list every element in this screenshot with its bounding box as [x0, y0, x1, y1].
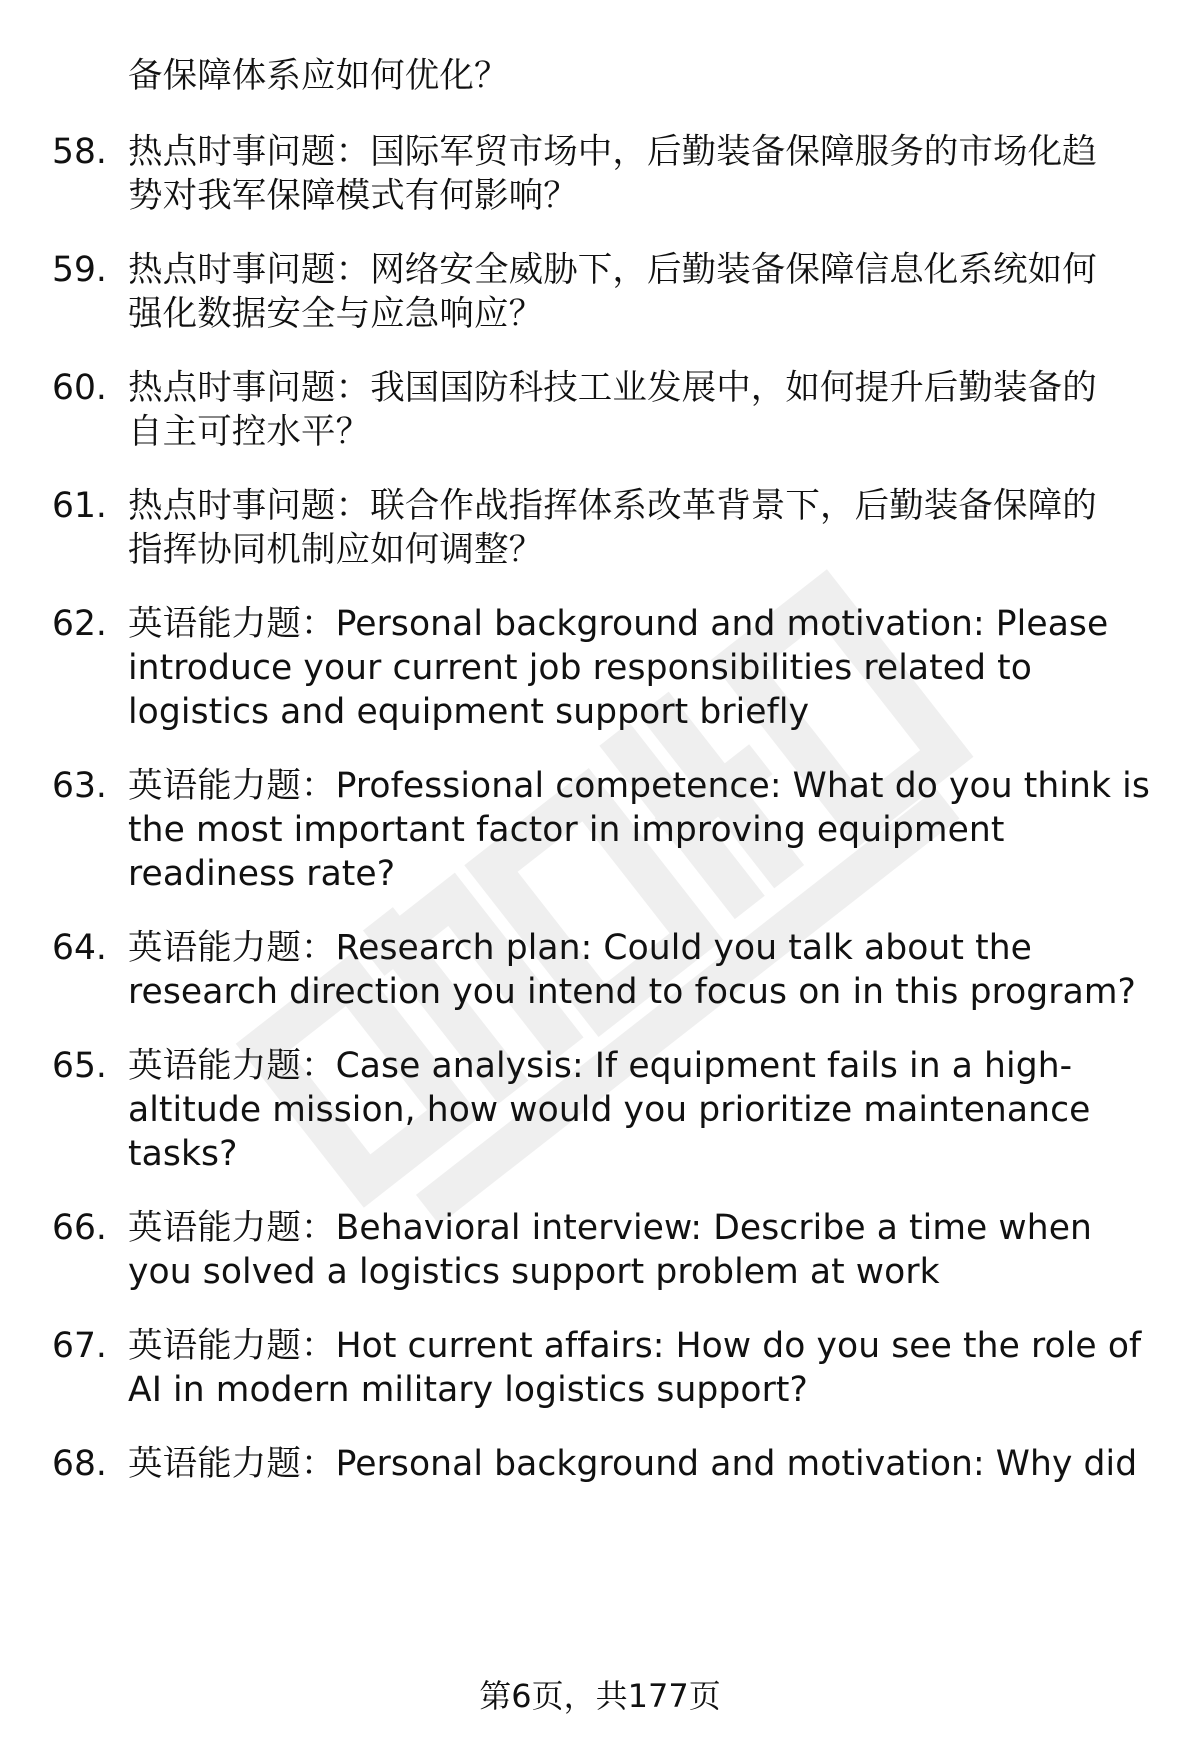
list-item-line: AI in modern military logistics support?	[128, 1370, 808, 1410]
list-item-line: 自主可控水平？	[128, 412, 371, 452]
list-item-number: 68.	[52, 1444, 107, 1484]
list-item-line: 英语能力题：Research plan: Could you talk about the	[128, 928, 1032, 968]
list-item-line: readiness rate?	[128, 854, 396, 894]
list-item-number: 65.	[52, 1046, 107, 1086]
list-item-number: 62.	[52, 604, 107, 644]
list-item-line: 热点时事问题：我国国防科技工业发展中，如何提升后勤装备的	[128, 368, 1097, 408]
list-item-line: 备保障体系应如何优化？	[128, 56, 509, 96]
list-item-line: 热点时事问题：联合作战指挥体系改革背景下，后勤装备保障的	[128, 486, 1097, 526]
list-item-line: 英语能力题：Case analysis: If equipment fails in a high-	[128, 1046, 1073, 1086]
list-item-line: introduce your current job responsibilities related to	[128, 648, 1032, 688]
list-item-line: 热点时事问题：国际军贸市场中，后勤装备保障服务的市场化趋	[128, 132, 1097, 172]
list-item-line: the most important factor in improving equipment	[128, 810, 1005, 850]
list-item-line: 英语能力题：Personal background and motivation: Please	[128, 604, 1109, 644]
list-item-line: 势对我军保障模式有何影响？	[128, 176, 578, 216]
list-item-number: 66.	[52, 1208, 107, 1248]
list-item-number: 61.	[52, 486, 107, 526]
list-item-line: 英语能力题：Personal background and motivation: Why did	[128, 1444, 1138, 1484]
list-item-line: logistics and equipment support briefly	[128, 692, 810, 732]
list-item-number: 60.	[52, 368, 107, 408]
list-item-line: 英语能力题：Hot current affairs: How do you see the role of	[128, 1326, 1142, 1366]
list-item-line: 热点时事问题：网络安全威胁下，后勤装备保障信息化系统如何	[128, 250, 1097, 290]
list-item-line: 英语能力题：Professional competence: What do you think is	[128, 766, 1150, 806]
list-item-number: 63.	[52, 766, 107, 806]
list-item-line: altitude mission, how would you prioritize maintenance	[128, 1090, 1091, 1130]
list-item-number: 58.	[52, 132, 107, 172]
list-item-line: 英语能力题：Behavioral interview: Describe a time when	[128, 1208, 1093, 1248]
list-item-line: 指挥协同机制应如何调整？	[128, 530, 544, 570]
list-item-line: you solved a logistics support problem at work	[128, 1252, 940, 1292]
list-item-line: tasks?	[128, 1134, 238, 1174]
page-footer: 第6页，共177页	[479, 1677, 721, 1715]
list-item-number: 64.	[52, 928, 107, 968]
list-item-line: 强化数据安全与应急响应？	[128, 294, 544, 334]
list-item-line: research direction you intend to focus on in this program?	[128, 972, 1136, 1012]
list-item-number: 67.	[52, 1326, 107, 1366]
list-item-number: 59.	[52, 250, 107, 290]
